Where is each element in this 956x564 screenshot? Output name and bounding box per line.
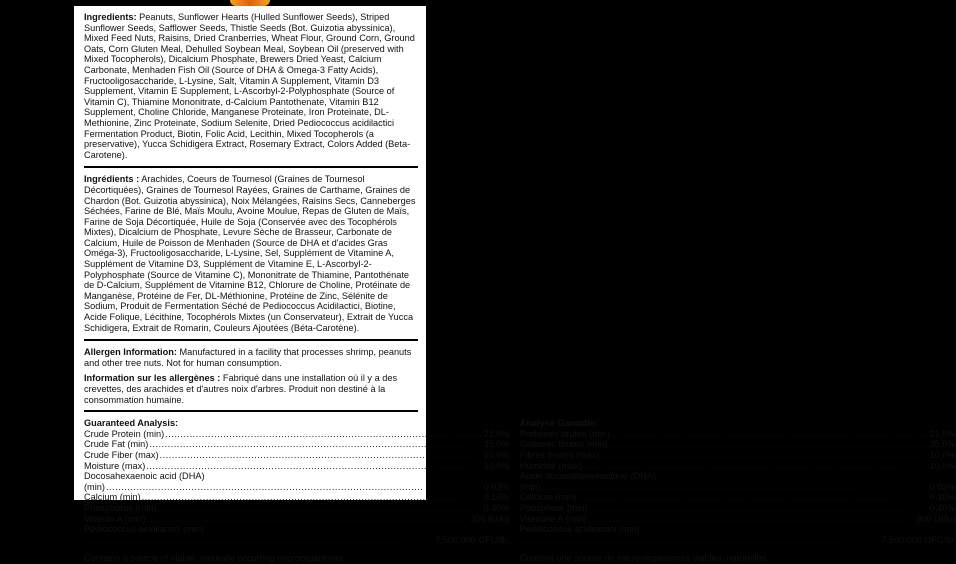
dot-leader: [160, 450, 483, 461]
analysis-column-english: [84, 418, 510, 564]
dot-leader: [158, 503, 483, 514]
dot-leader: [587, 514, 915, 525]
analysis-value: 10,0%: [929, 460, 956, 471]
allergen-heading: Allergen Information:: [84, 347, 177, 358]
analysis-label: Vitamin A (min): [84, 513, 146, 524]
analysis-label: Humidité (max): [519, 460, 582, 471]
ingredients-heading-fr: Ingrédients :: [84, 174, 140, 185]
dot-leader: [149, 439, 482, 450]
allergen-english: [84, 347, 418, 368]
divider: [84, 410, 418, 412]
analysis-row: [520, 482, 956, 493]
allergen-text-fr: Fabriqué dans une installation où il y a des crevettes, des arachides et d'autres noix d'arbres. Produit non destiné à la consommation humaine.: [84, 373, 398, 405]
dot-leader: [146, 461, 482, 472]
analysis-row: [520, 492, 956, 503]
analysis-value: 0,40%: [929, 502, 956, 513]
analysis-row: [84, 471, 510, 482]
analysis-value: 0.40%: [483, 502, 510, 513]
analysis-value: 7,500,000 CFU/lb.: [435, 534, 510, 545]
dot-leader: [589, 503, 929, 514]
dot-leader: [85, 535, 434, 546]
analysis-rows-fr: [520, 429, 956, 546]
analysis-row: [520, 471, 956, 482]
analysis-row: [84, 535, 510, 546]
analysis-column-french: [520, 418, 956, 564]
analysis-row: [84, 524, 510, 535]
dot-leader: [542, 482, 929, 493]
ingredients-text: Peanuts, Sunflower Hearts (Hulled Sunflower Seeds), Striped Sunflower Seeds, Safflower Seeds, Thistle Seeds (Bot. Guizotia abyssinica), Mixed Feed Nuts, Raisins, Dried Cranberries, Wheat Flour, Ground Corn, Ground Oats, Corn Gluten Meal, Dehulled Soybean Meal, Soybean Oil (preserved with Mixed Tocopherols), Dicalcium Phosphate, Brewers Dried Yeast, Calcium Carbonate, Menhaden Fish Oil (Source of DHA & Omega-3 Fatty Acids), Fructooligosaccharide, L-Lysine, Salt, Vitamin A Supplement, Vitamin D3 Supplement, Vitamin E Supplement, L-Ascorbyl-2-Polyphosphate (Source of Vitamin C), Thiamine Mononitrate, d-Calcium Pantothenate, Vitamin B12 Supplement, Choline Chloride, Manganese Proteinate, Iron Proteinate, DL-Methionine, Zinc Proteinate, Sodium Selenite, Dried Pediococcus acidilactici Fermentation Product, Biotin, Folic Acid, Lecithin, Mixed Tocopherols (a preservative), Yucca Schidigera Extract, Rosemary Extract, Colors Added (Beta-Carotene).: [84, 12, 415, 160]
dot-leader: [106, 482, 483, 493]
ingredients-english: [84, 12, 418, 160]
label-panel: [74, 6, 956, 564]
analysis-label: (min): [84, 481, 105, 492]
analysis-value: 0,03%: [929, 481, 956, 492]
dot-leader: [147, 514, 470, 525]
analysis-label: Phosphore (min): [519, 502, 588, 513]
analysis-value: 35.0%: [483, 439, 510, 450]
analysis-heading: Guaranteed Analysis:: [84, 418, 179, 429]
analysis-label: Calcium (min): [84, 492, 141, 503]
analysis-label: (min): [519, 481, 541, 492]
analysis-label: Pediococcus acidilactici (min): [84, 524, 204, 535]
dot-leader: [609, 439, 929, 450]
analysis-value: 10,0%: [929, 449, 956, 460]
dot-leader: [142, 492, 483, 503]
analysis-row: [84, 492, 510, 503]
analysis-value: 21,0%: [929, 428, 956, 439]
analysis-row: [520, 461, 956, 472]
analysis-row: [520, 503, 956, 514]
allergen-french: [84, 373, 418, 405]
dot-leader: [611, 429, 928, 440]
analysis-footer: Contains a source of viable, naturally occurring microorganisms.: [84, 553, 345, 564]
analysis-row: [84, 439, 510, 450]
analysis-value: 10.0%: [483, 460, 510, 471]
dot-leader: [521, 535, 880, 546]
analysis-row: [84, 450, 510, 461]
divider: [84, 339, 418, 341]
analysis-label: Calcium (min): [519, 492, 577, 503]
analysis-value: 0,10%: [929, 492, 956, 503]
analysis-label: Crude Fiber (max): [84, 449, 159, 460]
ingredients-heading: Ingredients:: [84, 12, 137, 22]
analysis-label: Crude Fat (min): [84, 439, 149, 450]
analysis-value: 0.03%: [483, 481, 510, 492]
analysis-value: 7.500.000 UFC/lb.: [881, 534, 956, 545]
ingredients-french: [84, 174, 418, 333]
allergen-text: Manufactured in a facility that processes shrimp, peanuts and other tree nuts. Not for human consumption.: [84, 347, 412, 368]
analysis-label: Fibres brutes (max): [519, 449, 600, 460]
analysis-value: 10.0%: [483, 449, 510, 460]
analysis-row: [520, 429, 956, 440]
analysis-label: Vitamine A (min): [519, 513, 587, 524]
analysis-row: [520, 535, 956, 546]
analysis-heading-fr: Analyse Garantie:: [519, 418, 598, 429]
dot-leader: [165, 429, 482, 440]
dot-leader: [600, 450, 928, 461]
analysis-row: [84, 503, 510, 514]
analysis-footer-fr: Contient une source de micro-organismes viables, naturelles.: [519, 553, 769, 564]
analysis-value: 300 IU/kg: [470, 513, 510, 524]
analysis-label: Moisture (max): [84, 460, 146, 471]
analysis-row: [84, 482, 510, 493]
analysis-value: 0.10%: [483, 492, 510, 503]
divider: [84, 166, 418, 168]
analysis-label: Graisses brutes (min): [519, 439, 608, 450]
dot-leader: [583, 461, 929, 472]
analysis-row: [520, 524, 956, 535]
analysis-label: Protéines brutes (min): [519, 428, 611, 439]
analysis-row: [520, 514, 956, 525]
analysis-label: Acide docosahexaénoïque (DHA): [519, 471, 657, 482]
analysis-row: [520, 450, 956, 461]
analysis-row: [84, 429, 510, 440]
analysis-value: 300 UI/kg: [916, 513, 956, 524]
ingredients-text-fr: Arachides, Coeurs de Tournesol (Graines de Tournesol Décortiquées), Graines de Tournesol Rayées, Graines de Carthame, Graines de Chardon (Bot. Guizotia abyssinica), Noix Mélangées, Raisins Secs, Canneberges Séchées, Farine de Blé, Maïs Moulu, Avoine Moulue, Repas de Gluten de Maïs, Farine de Soja Décortiquée, Huile de Soja (Conservée avec des Tocophérols Mixtes), Dicalcium de Phosphate, Levure Sèche de Brasseur, Carbonate de Calcium, Huile de Poisson de Menhaden (Source de DHA et d'acides Gras Oméga-3), Fructooligosaccharide, L-Lysine, Sel, Supplément de Vitamine A, Supplément de Vitamine D3, Supplément de Vitamine E, L-Ascorbyl-2-Polyphosphate (Source de Vitamine C), Mononitrate de Thiamine, Pantothénate de D-Calcium, Supplément de Vitamine B12, Chlorure de Choline, Protéinate de Manganèse, Protéine de Fer, DL-Méthionine, Protéine de Zinc, Sélénite de Sodium, Produit de Fermentation Séché de Pediococcus Acidilactici, Biotine, Acide Folique, Lécithine, Tocophérols Mixtes (un Conservateur), Extrait de Yucca Schidigera, Extrait de Romarin, Couleurs Ajoutées (Béta-Carotène).: [84, 174, 416, 333]
allergen-heading-fr: Information sur les allergènes :: [84, 373, 221, 384]
analysis-label: Crude Protein (min): [84, 428, 165, 439]
analysis-row: [520, 439, 956, 450]
analysis-row: [84, 461, 510, 472]
analysis-value: 21.0%: [483, 428, 510, 439]
guaranteed-analysis: [84, 418, 956, 564]
analysis-rows: [84, 429, 510, 546]
dot-leader: [577, 492, 928, 503]
analysis-label: Phosphorus (min): [84, 502, 157, 513]
analysis-row: [84, 514, 510, 525]
analysis-label: Docosahexaenoic acid (DHA): [84, 471, 205, 482]
analysis-label: Pediococcus acidilactici (min): [519, 524, 640, 535]
analysis-value: 35,0%: [929, 439, 956, 450]
